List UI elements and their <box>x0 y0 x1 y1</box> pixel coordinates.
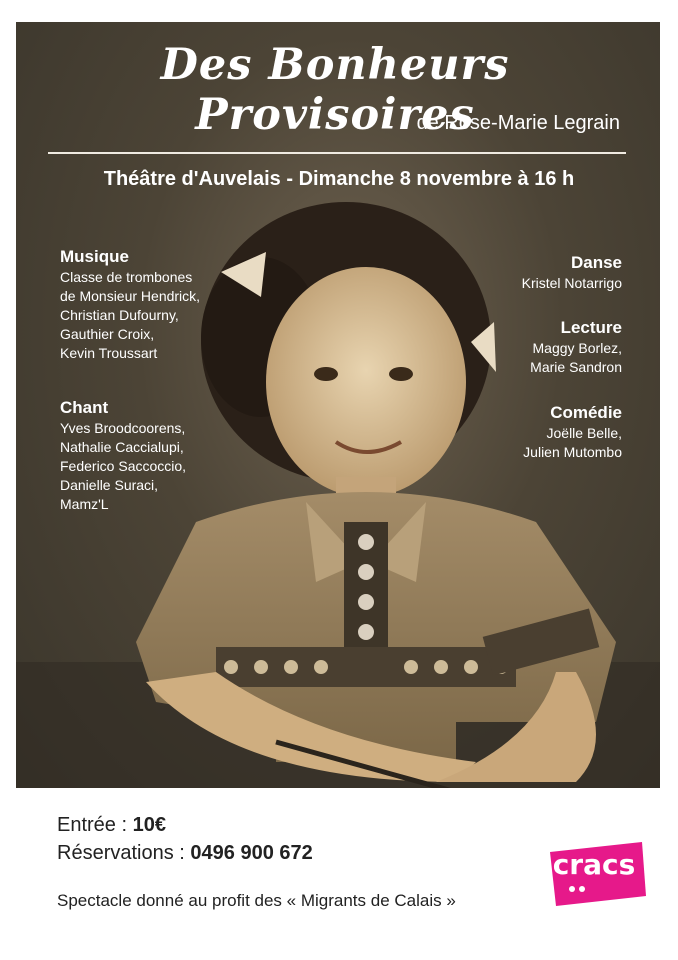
credits-line: Christian Dufourny, <box>60 307 179 323</box>
credits-heading: Danse <box>570 253 622 272</box>
credits-line: de Monsieur Hendrick, <box>60 288 201 304</box>
title-divider <box>48 152 626 154</box>
credits-line: Classe de trombones <box>60 269 193 285</box>
logo-text: cracs <box>552 848 636 881</box>
credits-lecture <box>530 318 622 377</box>
credits-heading: Musique <box>60 247 129 266</box>
credits-line: Mamz'L <box>60 496 109 512</box>
credits-line: Maggy Borlez, <box>532 340 622 356</box>
venue-date: Théâtre d'Auvelais - Dimanche 8 novembre à 16 h <box>103 168 575 190</box>
poster-author: de Rose-Marie Legrain <box>416 112 620 134</box>
reservation-phone: 0496 900 672 <box>190 842 313 864</box>
credits-chant <box>60 398 186 514</box>
cracs-logo <box>542 834 652 908</box>
reservations <box>57 842 313 865</box>
credits-line: Joëlle Belle, <box>546 425 622 441</box>
credits-line: Gauthier Croix, <box>60 326 155 342</box>
reservation-label: Réservations : <box>57 842 185 864</box>
credits-line: Julien Mutombo <box>523 444 622 460</box>
credits-line: Marie Sandron <box>530 359 622 375</box>
credits-danse <box>522 253 622 293</box>
benefit-note: Spectacle donné au profit des « Migrants de Calais » <box>57 891 456 910</box>
credits-musique <box>60 247 200 363</box>
credits-line: Kevin Troussart <box>60 345 158 361</box>
credits-line: Yves Broodcoorens, <box>60 420 186 436</box>
credits-heading: Lecture <box>560 318 622 337</box>
credits-heading: Chant <box>60 398 109 417</box>
credits-line: Federico Saccoccio, <box>60 458 187 474</box>
credits-heading: Comédie <box>550 403 622 422</box>
credits-line: Nathalie Caccialupi, <box>60 439 184 455</box>
entry-price <box>57 814 166 837</box>
credits-line: Kristel Notarrigo <box>521 275 622 291</box>
entry-value: 10€ <box>132 814 166 836</box>
poster-title: Des Bonheurs Provisoires <box>160 40 510 140</box>
credits-comedie <box>523 403 622 462</box>
entry-label: Entrée : <box>57 814 128 836</box>
credits-line: Danielle Suraci, <box>60 477 159 493</box>
